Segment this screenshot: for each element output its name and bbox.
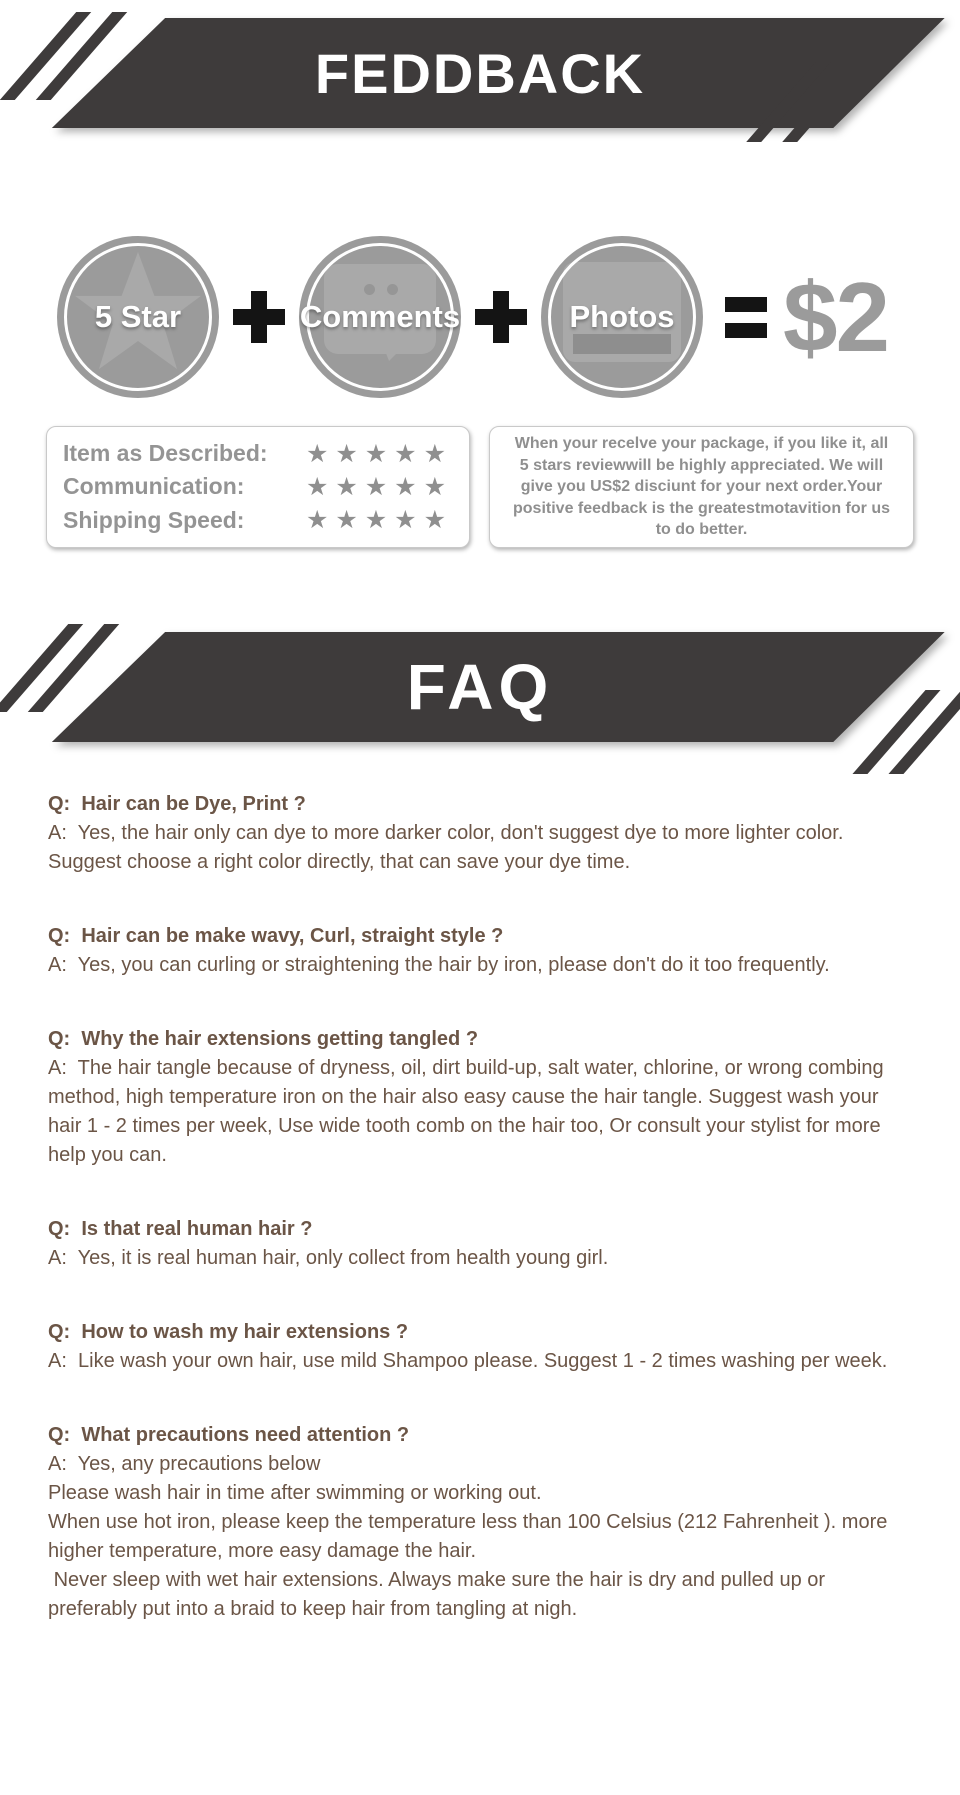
faq-answer: A: Yes, you can curling or straightening the hair by iron, please don't do it too frequently. xyxy=(48,954,830,976)
five-stars-icon: ★★★★★ xyxy=(305,472,453,501)
rating-row xyxy=(63,505,453,535)
rating-row xyxy=(63,472,453,502)
faq-question: Q: How to wash my hair extensions ? xyxy=(48,1321,409,1343)
plus-icon xyxy=(233,291,285,343)
feedback-notice-text: When your recelve your package, if you like it, all 5 stars reviewwill be highly appreciated. We will give you US$2 disciunt for your next order.Your positive feedback is the greatestmotavition for us to do better. xyxy=(513,435,890,539)
feedback-notice-box xyxy=(489,426,914,548)
rating-label: Communication: xyxy=(63,473,245,500)
faq-question: Q: Hair can be Dye, Print ? xyxy=(48,793,306,815)
faq-question: Q: Why the hair extensions getting tangled ? xyxy=(48,1028,479,1050)
rating-box xyxy=(46,426,470,548)
faq-answer: Please wash hair in time after swimming or working out. xyxy=(48,1482,542,1504)
five-stars-icon: ★★★★★ xyxy=(305,439,453,468)
faq-item xyxy=(48,1421,916,1624)
badge-5-star xyxy=(57,236,219,398)
equals-icon xyxy=(725,297,767,338)
faq-answer: When use hot iron, please keep the temperature less than 100 Celsius (212 Fahrenheit ). more higher temperature, more easy damage the hair. xyxy=(48,1511,893,1562)
diagonal-stripes-icon xyxy=(889,690,940,774)
faq-banner xyxy=(0,632,960,742)
faq-item xyxy=(48,1318,916,1376)
faq-answer: A: Yes, it is real human hair, only collect from health young girl. xyxy=(48,1247,609,1269)
faq-question: Q: Is that real human hair ? xyxy=(48,1218,313,1240)
faq-question: Q: What precautions need attention ? xyxy=(48,1424,410,1446)
badge-photos xyxy=(541,236,703,398)
feedback-equation xyxy=(0,234,960,400)
faq-item xyxy=(48,790,916,877)
badge-label: Comments xyxy=(299,299,461,334)
faq-answer: Never sleep with wet hair extensions. Always make sure the hair is dry and pulled up or preferably put into a braid to keep hair from tangling at nigh. xyxy=(48,1569,831,1620)
faq-section xyxy=(48,790,916,1624)
badge-comments xyxy=(299,236,461,398)
feedback-banner-title: FEDDBACK xyxy=(314,41,646,105)
faq-answer: A: Yes, any precautions below xyxy=(48,1453,321,1475)
faq-answer: A: Yes, the hair only can dye to more darker color, don't suggest dye to more lighter color. Suggest choose a right color directly, that can save your dye time. xyxy=(48,822,849,873)
badge-label: 5 Star xyxy=(94,299,182,334)
rating-row xyxy=(63,439,453,469)
reward-amount: $2 xyxy=(783,262,889,372)
faq-item xyxy=(48,1025,916,1170)
faq-item xyxy=(48,922,916,980)
plus-icon xyxy=(475,291,527,343)
badge-label: Photos xyxy=(569,299,675,334)
feedback-boxes xyxy=(0,426,960,548)
faq-answer: A: The hair tangle because of dryness, oil, dirt build-up, salt water, chlorine, or wrong combing method, high temperature iron on the hair also easy cause the hair tangle. Suggest wash your hair 1 - 2 times per week, Use wide tooth comb on the hair too, Or consult your stylist for more help you can. xyxy=(48,1057,890,1166)
five-stars-icon: ★★★★★ xyxy=(305,506,453,535)
faq-answer: A: Like wash your own hair, use mild Shampoo please. Suggest 1 - 2 times washing per week. xyxy=(48,1350,888,1372)
rating-label: Item as Described: xyxy=(63,440,268,467)
rating-label: Shipping Speed: xyxy=(63,506,245,533)
feedback-banner xyxy=(0,18,960,128)
faq-banner-title: FAQ xyxy=(406,651,554,723)
faq-item xyxy=(48,1215,916,1273)
faq-question: Q: Hair can be make wavy, Curl, straight style ? xyxy=(48,925,504,947)
